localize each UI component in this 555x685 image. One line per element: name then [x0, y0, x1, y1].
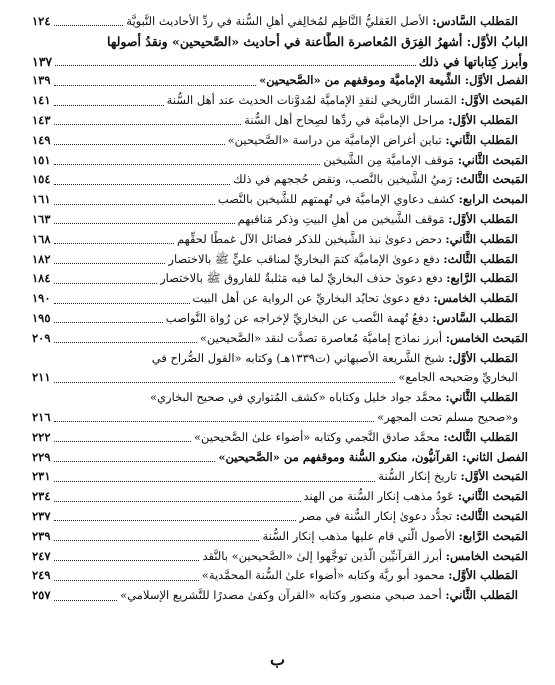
toc-entry-title: الشِّيعة الإماميَّة وموقفهم من «الصَّحيحين»	[259, 73, 461, 88]
toc-entry	[32, 487, 528, 507]
page-number: ١٣٧	[32, 53, 53, 69]
page-number: ١٨٢	[32, 251, 51, 266]
toc-entry	[32, 507, 528, 527]
leader-dots	[54, 25, 124, 26]
leader-dots	[54, 223, 235, 224]
leader-dots	[54, 322, 163, 323]
toc-chapter-entry	[32, 71, 528, 91]
toc-entry	[32, 170, 528, 190]
toc-entry-lead: المَطلب الأوَّل:	[448, 211, 518, 226]
page-number: ٢١٦	[32, 409, 51, 424]
toc-entry-title: أبرز نماذج إماميَّة مُعاصرة تصدَّت لنقد «الصَّحيحين»	[199, 330, 443, 345]
toc-entry	[32, 388, 528, 408]
leader-dots	[54, 105, 164, 106]
toc-entry-title: القرآنيُّون، منكرو السُّنة وموقفهم من «الصَّحيحين»	[218, 449, 459, 464]
page-number: ١٥١	[32, 152, 51, 167]
leader-dots	[54, 540, 260, 541]
toc-entry-lead: المَطلب الثَّالث:	[443, 429, 518, 444]
toc-entry-lead: المَبحث الثَّالث:	[455, 508, 528, 523]
toc-entry-lead: المَبحث الثَّالث:	[455, 172, 528, 187]
leader-dots	[55, 65, 416, 66]
page-number: ١٦٨	[32, 231, 51, 246]
toc-entry-title: عَودُ مذهب إنكار السُّنة من الهند	[303, 489, 455, 504]
page-number: ٢٥٧	[32, 588, 51, 603]
leader-dots	[54, 481, 376, 482]
page-footer-letter: ب	[269, 650, 286, 669]
toc-entry-title: تباين أغراض الإماميَّة من دراسة «الصَّحيحين»	[227, 132, 442, 147]
toc-entry	[32, 467, 528, 487]
toc-entry	[32, 269, 528, 289]
toc-entry	[32, 230, 528, 250]
page-number: ١٨٤	[32, 271, 51, 286]
toc-entry-title: البخاريِّ وصَحيحه الجامع»	[398, 370, 518, 385]
toc-entry-lead: الفصل الثاني:	[462, 449, 528, 464]
toc-entry-title: البابُ الأوَّل: أشهرُ الفِرَق المُعاصرة الطَّاعنة في أحاديث «الصَّحيحين» ونقدُ أصولها	[107, 33, 528, 49]
page-number: ١٦٣	[32, 211, 51, 226]
toc-entry	[32, 309, 528, 329]
page-number: ٢٣٤	[32, 489, 51, 504]
toc-entry	[32, 91, 528, 111]
toc-entry-lead: الفصل الأوَّل:	[464, 73, 528, 88]
page-number: ٢٣١	[32, 469, 51, 484]
table-of-contents	[32, 12, 528, 606]
toc-entry-lead: المَطلب الأوَّل:	[448, 568, 518, 583]
leader-dots	[54, 501, 301, 502]
toc-entry	[32, 586, 528, 606]
toc-entry-lead: المَطلب الثَّاني:	[445, 231, 518, 246]
toc-entry-title: دفع دعوىٰ حذف البخاريِّ لما فيه مَثلبةٌ للفاروق ﷺ بالاختصار	[160, 271, 443, 286]
toc-entry-title: محمود أبو ريَّة وكتابه «أضواء علىٰ السُّنة المحمَّدية»	[201, 568, 445, 583]
toc-entry-lead: المَطلب الأوَّل:	[448, 112, 518, 127]
leader-dots	[54, 342, 197, 343]
page-number: ٢٠٩	[32, 330, 51, 345]
toc-entry-title: شيخ الشَّريعة الأصبهاني (ت١٣٣٩هـ) وكتابه «القول الصُّراح في	[151, 350, 445, 365]
page-number: ١٣٩	[32, 73, 51, 88]
toc-entry-lead: المَبحث الأوَّل:	[460, 93, 528, 108]
page-number: ٢١١	[32, 370, 51, 385]
toc-entry-continued	[32, 408, 528, 428]
toc-entry	[32, 111, 528, 131]
leader-dots	[54, 520, 297, 521]
page-number: ٢٤٧	[32, 548, 51, 563]
leader-dots	[54, 85, 257, 86]
toc-entry	[32, 190, 528, 210]
toc-entry-title: كشف دعاوي الإماميَّة في تُهمتهم للشَّيخين بالنَّصب	[217, 192, 455, 207]
toc-entry	[32, 151, 528, 171]
page-number: ٢٣٧	[32, 508, 51, 523]
toc-entry	[32, 329, 528, 349]
leader-dots	[54, 441, 191, 442]
page-number: ١٩٠	[32, 291, 51, 306]
leader-dots	[54, 600, 118, 601]
page-number: ١٥٤	[32, 172, 51, 187]
leader-dots	[54, 382, 396, 383]
page-number: ٢٢٢	[32, 429, 51, 444]
toc-entry-title: تاريخ إنكار السُّنة	[378, 469, 457, 484]
leader-dots	[54, 560, 200, 561]
toc-entry-title: المَسار التَّاريخي لنقدِ الإماميَّة لمُدوَّنات الحديث عند أهل السُّنة	[166, 93, 457, 108]
toc-entry-title: محمَّد جواد خليل وكتاباه «كشف المُتواري في صحيح البخاري»	[150, 390, 442, 405]
page-number: ١٩٥	[32, 310, 51, 325]
toc-entry-lead: المَبحث الرَّابع:	[458, 528, 528, 543]
leader-dots	[54, 243, 174, 244]
toc-entry-lead: المَبحث الأوَّل:	[460, 469, 528, 484]
toc-entry	[32, 349, 528, 369]
toc-entry-lead: المَبحث الثَّاني:	[457, 152, 528, 167]
toc-entry	[32, 527, 528, 547]
toc-entry-title: أحمد صبحي منصور وكتابه «القرآن وكفىٰ مصدرًا للتَّشريع الإسلامي»	[120, 588, 442, 603]
leader-dots	[54, 303, 190, 304]
toc-entry-lead: المَبحث الثَّاني:	[457, 489, 528, 504]
toc-entry-title: الأصل العَقليُّ النَّاظِم لمُخالِفي أهلِ السُّنة في ردِّ الأحاديث النَّبويَّة	[126, 14, 429, 28]
toc-entry-lead: المَطلب الثَّالث:	[443, 251, 518, 266]
toc-entry-title: وأبرز كِتاباتها في ذلك	[418, 53, 528, 69]
toc-entry	[32, 131, 528, 151]
page-number: ٢٤٩	[32, 568, 51, 583]
leader-dots	[54, 421, 375, 422]
toc-part-heading	[32, 32, 528, 52]
toc-entry-continued	[32, 368, 528, 388]
toc-entry-title: أبرز القرآنيِّين الَّذين توجَّهوا إلىٰ «الصَّحيحين» بالنَّقد	[202, 548, 443, 563]
page-number: ١٤٣	[32, 112, 51, 127]
toc-part-heading-continued	[32, 52, 528, 72]
toc-entry	[32, 12, 528, 32]
page-number: ١٢٤	[32, 14, 51, 28]
toc-entry-title: رَميُ الشَّيخين بالنَّصب، ونقض حُججهم في ذلك	[233, 172, 453, 187]
toc-chapter-entry	[32, 448, 528, 468]
leader-dots	[54, 124, 242, 125]
leader-dots	[54, 144, 225, 145]
toc-entry-title: محمَّد صادق النَّجمي وكتابه «أضواء علىٰ الصَّحيحين»	[193, 429, 440, 444]
leader-dots	[54, 283, 158, 284]
page-number: ١٦١	[32, 192, 51, 207]
page-number: ٢٢٩	[32, 449, 51, 464]
toc-entry-lead: المَطلب السَّادس:	[432, 14, 518, 28]
leader-dots	[54, 184, 231, 185]
toc-entry	[32, 289, 528, 309]
toc-entry-title: مراحل الإماميَّة في ردِّها لصِحاح أهل السُّنة	[244, 112, 445, 127]
toc-entry	[32, 547, 528, 567]
toc-entry-title: دفع دعوىٰ تحايُد البخاريِّ عن الرواية عن أهل البيت	[192, 291, 430, 306]
toc-entry-lead: المَطلب الأوَّل:	[448, 350, 518, 365]
leader-dots	[54, 580, 199, 581]
leader-dots	[54, 204, 215, 205]
page-number: ١٤٩	[32, 132, 51, 147]
page-number: ١٤١	[32, 93, 51, 108]
toc-entry-title: مَوقف الشَّيخين من أهلِ البيتِ وذكر مَناقبهم	[237, 211, 445, 226]
toc-entry	[32, 428, 528, 448]
leader-dots	[54, 263, 166, 264]
toc-entry-title: تجدُّد دعوىٰ إنكار السُّنة في مصر	[299, 508, 453, 523]
toc-entry-lead: المَطلب الثَّاني:	[445, 588, 518, 603]
toc-entry-title: دفعُ تُهمة النَّصب عن البخاريِّ لإخراجه عن رُواة النَّواصب	[165, 310, 429, 325]
leader-dots	[54, 461, 216, 462]
toc-entry-title: و«صحيح مسلم تحت المجهر»	[377, 409, 518, 424]
toc-entry-lead: المبحث الرابع:	[458, 192, 528, 207]
toc-entry-lead: المَطلب الثَّاني:	[445, 132, 518, 147]
toc-entry-lead: المَبحث الخامس:	[445, 548, 528, 563]
toc-entry-title: دفع دعوىٰ الإماميَّة كتمَ البخاريِّ لمناقب عليٍّ ﷺ بالاختصار	[168, 251, 440, 266]
leader-dots	[54, 164, 321, 165]
toc-entry-lead: المَطلب الثَّاني:	[445, 390, 518, 405]
toc-entry-title: دحض دعوىٰ نبذ الشَّيخين للذكر فضائل الآل غمطًا لحقِّهم	[177, 231, 442, 246]
toc-entry	[32, 250, 528, 270]
page-number: ٢٣٩	[32, 528, 51, 543]
toc-entry-title: مَوقف الإماميَّة مِن الشَّيخين	[323, 152, 455, 167]
toc-entry-lead: المَبحث الخامس:	[445, 330, 528, 345]
toc-entry-lead: المَطلب الخامس:	[433, 291, 518, 306]
toc-entry-title: الأصول الَّتي قام عليها مذهب إنكار السُّنة	[262, 528, 455, 543]
toc-entry	[32, 210, 528, 230]
toc-entry-lead: المَطلب السَّادس:	[432, 310, 518, 325]
toc-entry-lead: المَطلب الرَّابع:	[446, 271, 518, 286]
toc-entry	[32, 566, 528, 586]
